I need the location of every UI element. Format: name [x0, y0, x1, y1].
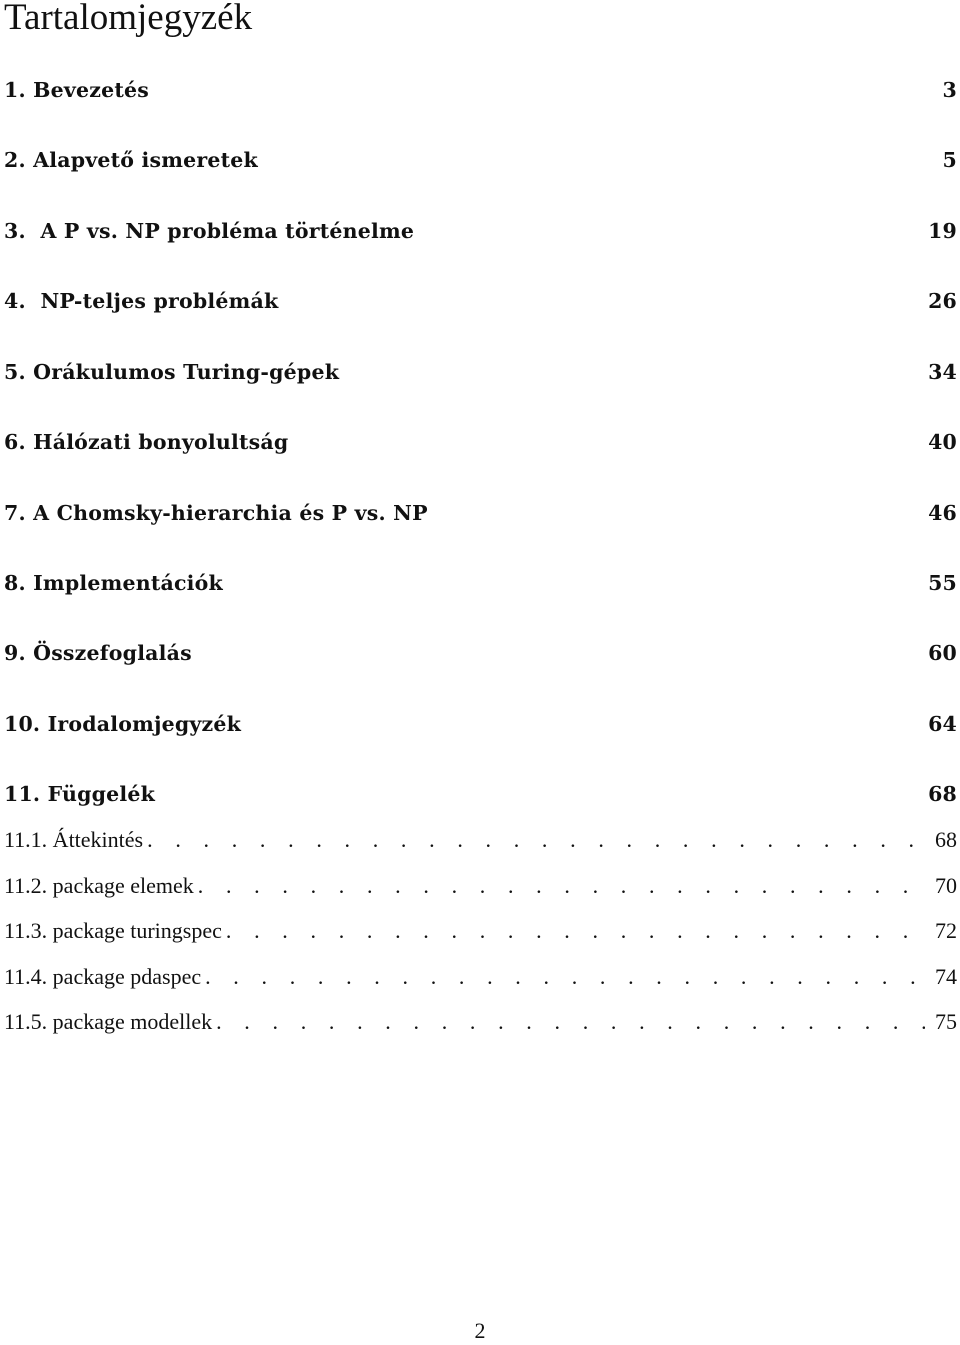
toc-chapter-entry[interactable] — [4, 427, 957, 457]
toc-chapter-entry[interactable] — [4, 286, 957, 316]
chapter-label: 7. A Chomsky-hierarchia és P vs. NP — [4, 501, 428, 525]
chapter-page: 26 — [928, 289, 957, 313]
toc-section-entry[interactable] — [4, 963, 957, 991]
chapter-page: 5 — [942, 148, 957, 172]
section-label: 11.2. package elemek — [4, 873, 194, 898]
dot-leader — [198, 873, 925, 899]
chapter-label: 9. Összefoglalás — [4, 641, 192, 665]
chapter-page: 64 — [928, 712, 957, 736]
toc-chapter-entry[interactable] — [4, 709, 957, 739]
toc-chapter-entry[interactable] — [4, 568, 957, 598]
section-page: 72 — [935, 918, 957, 943]
section-page: 75 — [935, 1009, 957, 1034]
toc-chapter-entry[interactable] — [4, 216, 957, 246]
page-number: 2 — [474, 1318, 486, 1343]
chapter-page: 40 — [928, 430, 957, 454]
dot-leader — [226, 918, 925, 944]
chapter-label: 11. Függelék — [4, 782, 156, 806]
dot-leader — [205, 964, 925, 990]
chapter-label: 6. Hálózati bonyolultság — [4, 430, 289, 454]
chapter-page: 3 — [942, 78, 957, 102]
chapter-label: 1. Bevezetés — [4, 78, 149, 102]
chapter-page: 60 — [928, 641, 957, 665]
chapter-label: 2. Alapvető ismeretek — [4, 148, 258, 172]
section-label: 11.3. package turingspec — [4, 918, 222, 943]
toc-chapter-entry[interactable] — [4, 498, 957, 528]
section-page: 68 — [935, 827, 957, 852]
chapter-page: 55 — [928, 571, 957, 595]
toc-chapter-entry[interactable] — [4, 357, 957, 387]
section-label: 11.5. package modellek — [4, 1009, 213, 1034]
chapter-page: 19 — [928, 219, 957, 243]
page-title: Tartalomjegyzék — [4, 0, 253, 38]
dot-leader — [216, 1009, 925, 1035]
toc-section-entry[interactable] — [4, 917, 957, 945]
toc-section-entry[interactable] — [4, 1008, 957, 1036]
dot-leader — [147, 827, 925, 853]
toc-section-entry[interactable] — [4, 872, 957, 900]
chapter-label: 4. NP-teljes problémák — [4, 289, 279, 313]
toc-chapter-entry[interactable] — [4, 75, 957, 105]
chapter-page: 68 — [928, 782, 957, 806]
chapter-label: 8. Implementációk — [4, 571, 223, 595]
chapter-label: 10. Irodalomjegyzék — [4, 712, 242, 736]
section-label: 11.4. package pdaspec — [4, 964, 202, 989]
chapter-label: 3. A P vs. NP probléma történelme — [4, 219, 415, 243]
section-page: 70 — [935, 873, 957, 898]
section-page: 74 — [935, 964, 957, 989]
toc-chapter-entry[interactable] — [4, 779, 957, 809]
toc-chapter-entry[interactable] — [4, 638, 957, 668]
chapter-label: 5. Orákulumos Turing-gépek — [4, 360, 340, 384]
section-label: 11.1. Áttekintés — [4, 827, 144, 852]
toc-chapter-entry[interactable] — [4, 145, 957, 175]
toc-section-entry[interactable] — [4, 826, 957, 854]
chapter-page: 46 — [928, 501, 957, 525]
chapter-page: 34 — [928, 360, 957, 384]
